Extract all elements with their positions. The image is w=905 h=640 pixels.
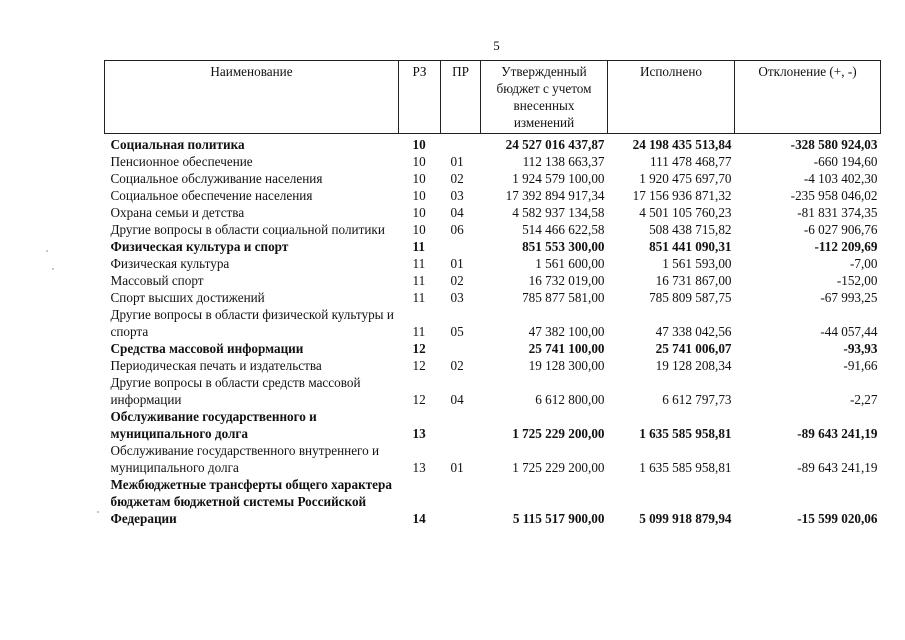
row-name: Другие вопросы в области средств массовой информации <box>110 375 361 407</box>
row-deviation: -91,66 <box>843 358 878 373</box>
table-row <box>105 374 881 408</box>
row-name: Физическая культура и спорт <box>110 239 289 254</box>
table-row <box>105 153 881 170</box>
row-executed: 6 612 797,73 <box>662 392 732 407</box>
table-row <box>105 187 881 204</box>
row-name: Межбюджетные трансферты общего характера бюджетам бюджетной системы Российской Федерации <box>110 477 392 526</box>
row-approved: 25 741 100,00 <box>528 341 605 356</box>
row-executed: 1 920 475 697,70 <box>639 171 732 186</box>
row-pr: 02 <box>450 358 464 373</box>
row-name: Охрана семьи и детства <box>110 205 245 220</box>
row-executed: 4 501 105 760,23 <box>639 205 732 220</box>
row-executed: 851 441 090,31 <box>649 239 732 254</box>
row-approved: 851 553 300,00 <box>522 239 605 254</box>
table-row <box>105 221 881 238</box>
row-deviation: -93,93 <box>843 341 878 356</box>
row-rz: 11 <box>412 256 426 271</box>
row-executed: 24 198 435 513,84 <box>632 137 732 152</box>
row-approved: 112 138 663,37 <box>522 154 605 169</box>
row-pr: 01 <box>450 256 464 271</box>
row-name: Обслуживание государственного и муниципального долга <box>110 409 317 441</box>
header-approved: Утвержденный бюджет с учетом внесенных изменений <box>481 61 608 134</box>
table-row <box>105 476 881 527</box>
row-approved: 24 527 016 437,87 <box>505 137 605 152</box>
row-executed: 5 099 918 879,94 <box>639 511 732 526</box>
row-rz: 11 <box>412 239 425 254</box>
row-executed: 508 438 715,82 <box>649 222 732 237</box>
row-name: Другие вопросы в области социальной политики <box>110 222 385 237</box>
scan-speck <box>97 511 99 513</box>
table-row <box>105 357 881 374</box>
row-pr: 03 <box>450 290 464 305</box>
table-row <box>105 442 881 476</box>
table-row <box>105 134 881 154</box>
row-rz: 10 <box>412 222 426 237</box>
row-name: Периодическая печать и издательства <box>110 358 322 373</box>
row-approved: 4 582 937 134,58 <box>512 205 605 220</box>
budget-execution-table <box>104 60 881 527</box>
row-approved: 1 924 579 100,00 <box>512 171 605 186</box>
row-approved: 47 382 100,00 <box>528 324 605 339</box>
row-approved: 1 725 229 200,00 <box>512 460 605 475</box>
row-pr: 02 <box>450 171 464 186</box>
row-approved: 19 128 300,00 <box>528 358 605 373</box>
row-rz: 10 <box>412 171 426 186</box>
table-row <box>105 204 881 221</box>
table-row <box>105 238 881 255</box>
row-deviation: -6 027 906,76 <box>803 222 878 237</box>
scan-speck <box>52 268 54 270</box>
header-executed: Исполнено <box>608 61 735 134</box>
row-pr <box>441 134 481 154</box>
row-executed: 47 338 042,56 <box>655 324 732 339</box>
row-name: Массовый спорт <box>110 273 204 288</box>
row-pr: 01 <box>450 154 464 169</box>
row-approved: 514 466 622,58 <box>522 222 605 237</box>
row-name: Социальная политика <box>110 137 245 152</box>
row-deviation: -4 103 402,30 <box>803 171 878 186</box>
table-row <box>105 340 881 357</box>
row-approved: 16 732 019,00 <box>528 273 605 288</box>
row-name: Средства массовой информации <box>110 341 304 356</box>
row-executed: 25 741 006,07 <box>655 341 732 356</box>
row-executed: 111 478 468,77 <box>650 154 732 169</box>
row-pr: 02 <box>450 273 464 288</box>
row-executed: 1 635 585 958,81 <box>639 426 732 441</box>
row-pr: 06 <box>450 222 464 237</box>
table-row <box>105 255 881 272</box>
row-pr: 04 <box>450 392 464 407</box>
row-pr: 05 <box>450 324 464 339</box>
row-deviation: -67 993,25 <box>820 290 878 305</box>
header-pr: ПР <box>441 61 481 134</box>
table-row <box>105 306 881 340</box>
header-deviation: Отклонение (+, -) <box>735 61 881 134</box>
row-executed: 1 635 585 958,81 <box>639 460 732 475</box>
row-rz: 14 <box>412 511 426 526</box>
row-deviation: -7,00 <box>850 256 878 271</box>
row-pr: 01 <box>450 460 464 475</box>
row-rz: 12 <box>412 358 426 373</box>
row-rz: 13 <box>412 460 426 475</box>
table-row <box>105 170 881 187</box>
row-rz: 11 <box>412 324 426 339</box>
row-deviation: -15 599 020,06 <box>797 511 878 526</box>
row-approved: 17 392 894 917,34 <box>505 188 605 203</box>
row-executed: 19 128 208,34 <box>655 358 732 373</box>
row-executed: 17 156 936 871,32 <box>632 188 732 203</box>
row-name: Спорт высших достижений <box>110 290 265 305</box>
row-pr <box>441 238 481 255</box>
row-approved: 5 115 517 900,00 <box>512 511 605 526</box>
row-deviation: -152,00 <box>836 273 878 288</box>
row-pr: 03 <box>450 188 464 203</box>
row-name: Пенсионное обеспечение <box>110 154 253 169</box>
row-pr <box>441 408 481 442</box>
row-rz: 13 <box>412 426 426 441</box>
row-deviation: -89 643 241,19 <box>797 460 878 475</box>
row-deviation: -660 194,60 <box>813 154 878 169</box>
row-pr <box>441 340 481 357</box>
page-number: 5 <box>493 38 500 53</box>
row-executed: 16 731 867,00 <box>655 273 732 288</box>
row-name: Другие вопросы в области физической культуры и спорта <box>110 307 394 339</box>
row-rz: 12 <box>412 392 426 407</box>
row-pr <box>441 476 481 527</box>
table-body <box>105 134 881 528</box>
row-deviation: -89 643 241,19 <box>797 426 878 441</box>
table-row <box>105 272 881 289</box>
row-executed: 785 809 587,75 <box>649 290 732 305</box>
table-row <box>105 289 881 306</box>
row-deviation: -235 958 046,02 <box>790 188 878 203</box>
row-rz: 11 <box>412 273 426 288</box>
row-name: Социальное обслуживание населения <box>110 171 323 186</box>
table-header-row <box>105 61 881 134</box>
table-row <box>105 408 881 442</box>
row-deviation: -328 580 924,03 <box>790 137 878 152</box>
row-name: Физическая культура <box>110 256 230 271</box>
row-name: Обслуживание государственного внутреннего и муниципального долга <box>110 443 380 475</box>
row-rz: 12 <box>412 341 426 356</box>
header-rz: РЗ <box>399 61 441 134</box>
row-pr: 04 <box>450 205 464 220</box>
header-name: Наименование <box>105 61 399 134</box>
row-deviation: -81 831 374,35 <box>797 205 878 220</box>
row-executed: 1 561 593,00 <box>662 256 732 271</box>
row-approved: 6 612 800,00 <box>535 392 605 407</box>
row-deviation: -112 209,69 <box>814 239 878 254</box>
row-rz: 10 <box>412 154 426 169</box>
row-rz: 10 <box>412 137 426 152</box>
row-approved: 1 725 229 200,00 <box>512 426 605 441</box>
row-approved: 1 561 600,00 <box>535 256 605 271</box>
row-rz: 11 <box>412 290 426 305</box>
scan-speck <box>46 250 48 252</box>
row-rz: 10 <box>412 205 426 220</box>
row-deviation: -2,27 <box>850 392 878 407</box>
row-deviation: -44 057,44 <box>820 324 878 339</box>
row-name: Социальное обеспечение населения <box>110 188 313 203</box>
row-approved: 785 877 581,00 <box>522 290 605 305</box>
row-rz: 10 <box>412 188 426 203</box>
